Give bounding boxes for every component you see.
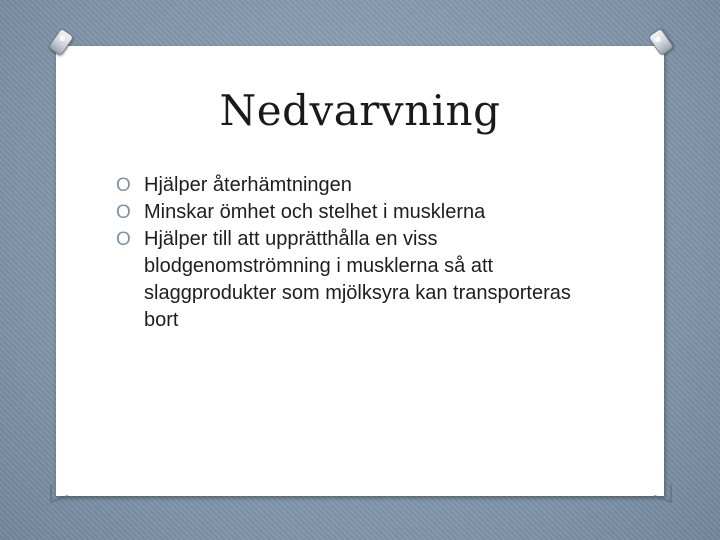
bullet-marker: O: [116, 202, 131, 223]
corner-clip-icon: [50, 479, 68, 504]
bullet-text: Hjälper till att upprätthålla en viss blodgenomströmning i musklerna så att slaggprodukter som mjölksyra kan transporteras bort: [144, 228, 571, 331]
bullet-marker: O: [116, 175, 131, 196]
bullet-marker: O: [116, 229, 131, 250]
bullet-text: Minskar ömhet och stelhet i musklerna: [144, 201, 486, 223]
bullet-list: [116, 172, 586, 334]
list-item: [116, 226, 586, 334]
slide-title: Nedvarvning: [219, 86, 501, 135]
list-item: [116, 172, 586, 199]
corner-clip-icon: [654, 479, 672, 504]
bullet-text: Hjälper återhämtningen: [144, 174, 352, 196]
list-item: [116, 199, 586, 226]
